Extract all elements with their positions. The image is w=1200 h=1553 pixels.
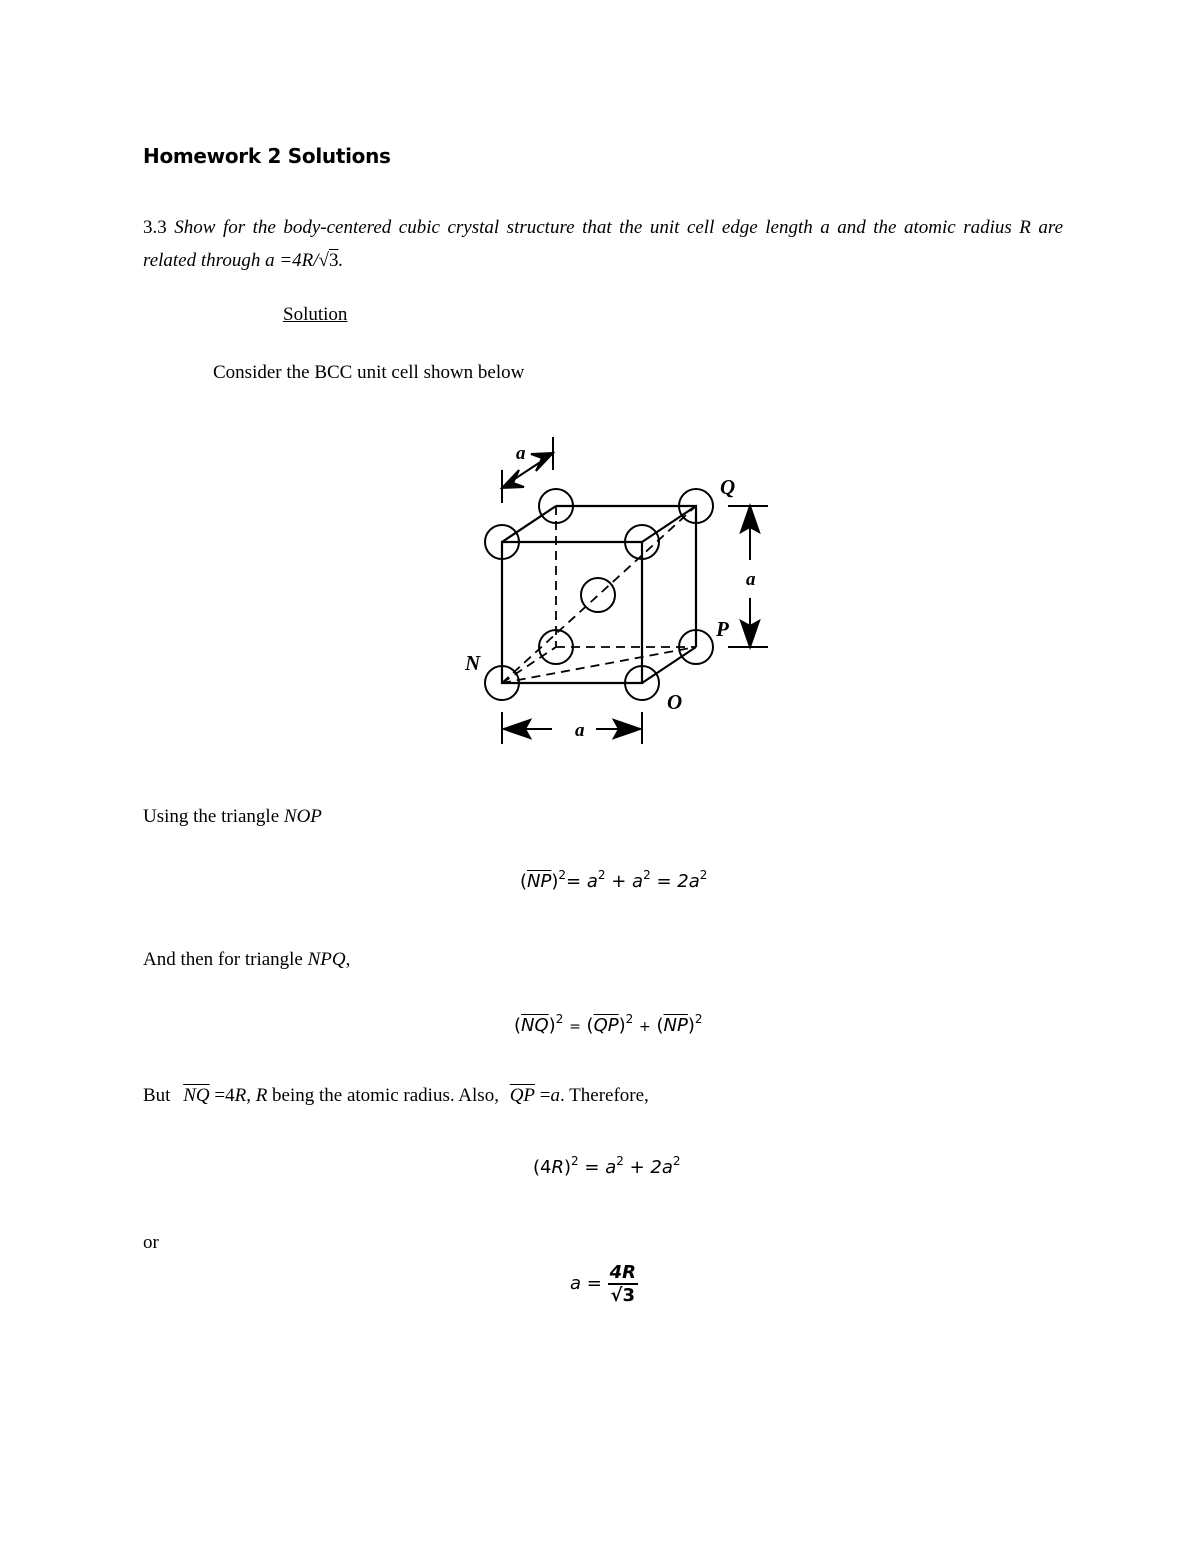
eq3-rhs1: = a <box>584 1157 617 1178</box>
eq2-seg-left: $\overline{NQ}$ <box>521 1015 549 1036</box>
step2-triangle: NPQ <box>307 949 346 970</box>
cube-back-edges <box>556 506 696 647</box>
step3-but: But <box>143 1085 171 1106</box>
eq1-exp2: 2 <box>597 868 606 882</box>
step2-suffix: , <box>345 949 351 970</box>
eq2-exp1: 2 <box>555 1012 564 1026</box>
step3-eq2: = <box>539 1085 551 1106</box>
dim-bottom-arrow-left <box>504 720 530 738</box>
problem-end: . <box>338 250 344 271</box>
step3-being: being the atomic radius. Also, <box>272 1085 499 1106</box>
step1-triangle: NOP <box>283 806 322 827</box>
step3-comma: , <box>246 1085 251 1106</box>
dim-bottom-arrow-right <box>614 720 640 738</box>
dim-top-arrow-right <box>531 453 553 471</box>
step2-prefix: And then for triangle <box>143 949 308 970</box>
step3-seg-NQ: $\overline{NQ}$ <box>183 1085 210 1106</box>
eq4-lhs: a = <box>570 1273 602 1294</box>
dim-right-arrow-up <box>741 506 759 532</box>
eq1-rhs3: = 2a <box>656 871 700 892</box>
eq3-rhs2: + 2a <box>629 1157 673 1178</box>
step1-text <box>143 806 322 828</box>
step3-R1: R <box>234 1085 247 1106</box>
dim-right-arrow-down <box>741 621 759 647</box>
cube-depth-edges <box>502 506 696 683</box>
label-a-top: a <box>516 443 526 464</box>
diagonal-NP <box>502 647 696 683</box>
label-a-right: a <box>746 569 756 590</box>
eq2-exp3: 2 <box>694 1012 703 1026</box>
eq1-rhs1: = a <box>566 871 598 892</box>
eq3-lhs-open: (4 <box>533 1157 552 1178</box>
eq1-seg: $\overline{NP}$ <box>527 871 552 892</box>
eq3-R: R <box>551 1157 564 1178</box>
problem-statement <box>143 211 1063 277</box>
intro-text: Consider the BCC unit cell shown below <box>213 362 525 383</box>
equation-2: $(\overline{NQ})^2 = (\overline{QP})^2 + (\overline{NP})^2$ <box>514 1012 703 1036</box>
eq4-numerator: 4R <box>609 1262 636 1283</box>
step3-R2: R <box>255 1085 268 1106</box>
label-P: P <box>716 617 729 641</box>
eq1-rhs2: + a <box>611 871 644 892</box>
problem-number: 3.3 <box>143 217 167 238</box>
step3-a: a <box>550 1085 560 1106</box>
solution-heading: Solution <box>283 304 348 325</box>
hidden-edge-depth <box>502 647 556 683</box>
problem-text: Show for the body-centered cubic crystal structure that the unit cell edge length a and the atomic radius R are related through a =4R/ <box>143 217 1064 271</box>
eq2-exp2: 2 <box>625 1012 634 1026</box>
eq3-exp2: 2 <box>616 1154 624 1168</box>
eq4-denominator-arg: 3 <box>622 1285 636 1306</box>
atom-body-center <box>581 578 615 612</box>
eq1-exp4: 2 <box>699 868 708 882</box>
step2-text <box>143 949 350 971</box>
eq2-seg-right: $\overline{NP}$ <box>663 1015 688 1036</box>
label-N: N <box>465 651 481 675</box>
label-O: O <box>667 690 683 714</box>
or-text: or <box>143 1232 159 1253</box>
diagonal-NQ <box>502 506 696 683</box>
eq4-fraction <box>608 1262 638 1306</box>
equation-3 <box>533 1154 681 1178</box>
step3-therefore: . Therefore, <box>560 1085 649 1106</box>
dim-top-arrow-left <box>502 470 524 488</box>
page-title: Homework 2 Solutions <box>143 144 391 168</box>
sqrt-arg: 3 <box>328 250 339 271</box>
eq2-seg-mid: $\overline{QP}$ <box>593 1015 619 1036</box>
bcc-unit-cell-figure <box>450 425 780 755</box>
eq3-exp3: 2 <box>672 1154 681 1168</box>
label-Q: Q <box>720 475 736 499</box>
step3-text <box>143 1085 649 1107</box>
eq4-denominator: √3 <box>610 1285 636 1306</box>
label-a-bottom: a <box>575 720 585 741</box>
eq2-equals: = <box>569 1019 581 1035</box>
eq2-plus: + <box>639 1019 651 1035</box>
cube-front-face <box>502 542 642 683</box>
eq3-lhs-close: ) <box>564 1157 572 1178</box>
sqrt-sign: √ <box>318 250 329 271</box>
step1-prefix: Using the triangle <box>143 806 284 827</box>
eq1-exp3: 2 <box>643 868 651 882</box>
eq3-exp1: 2 <box>571 1154 579 1168</box>
step3-eq1: =4 <box>214 1085 235 1106</box>
equation-4 <box>570 1262 638 1306</box>
eq1-exp1: 2 <box>558 868 567 882</box>
step3-seg-QP: $\overline{QP}$ <box>509 1085 536 1106</box>
equation-1: $(\overline{NP})^2= a^2 + a^2 = 2a^2$ <box>520 868 708 892</box>
